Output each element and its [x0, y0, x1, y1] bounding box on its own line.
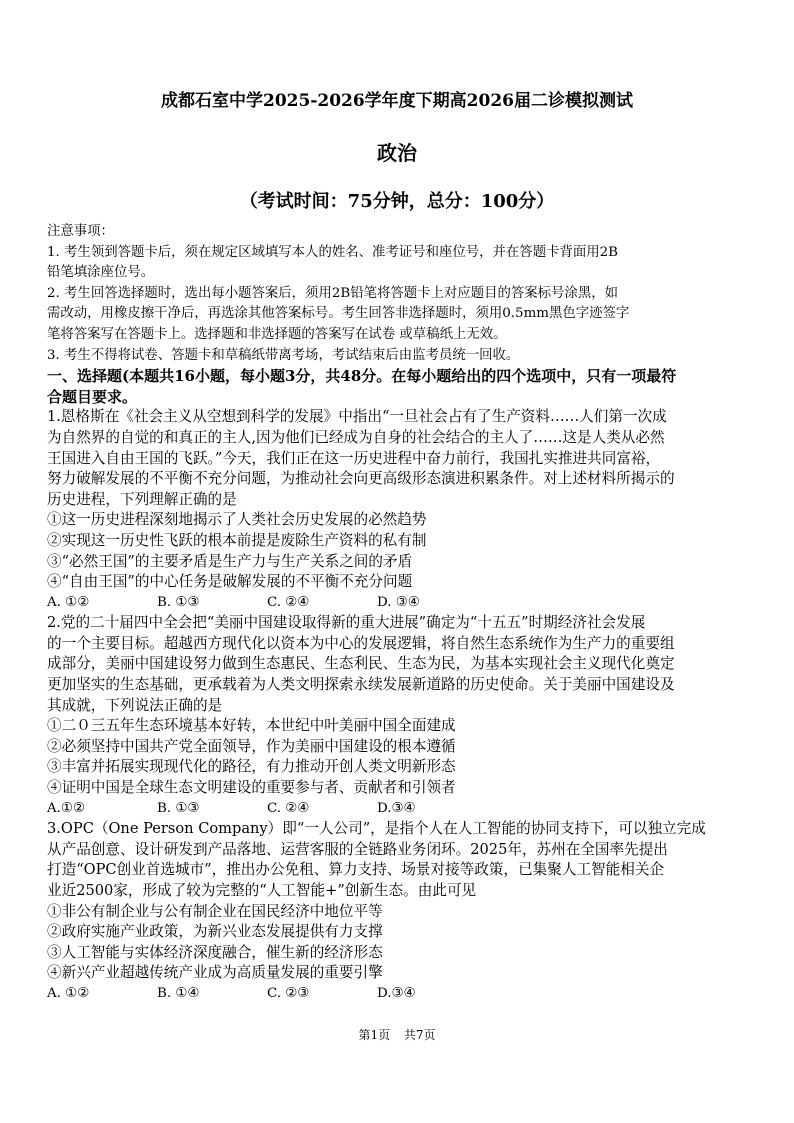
option-d: D. ③④ — [377, 594, 420, 610]
statement-item: ②实现这一历史性飞跃的根本前提是废除生产资料的私有制 — [47, 531, 427, 549]
question-stem-line: 2.党的二十届四中全会把“美丽中国建设取得新的重大进展”确定为“十五五”时期经济社会发展 — [47, 614, 646, 632]
question-stem-line: 历史进程，下列理解正确的是 — [47, 490, 237, 508]
question-1 — [47, 407, 747, 613]
option-a: A. ①② — [47, 594, 90, 610]
subject-title: 政治 — [377, 141, 417, 165]
notice-line: 铅笔填涂座位号。 — [47, 265, 155, 281]
exam-title: 成都石室中学2025-2026学年度下期高2026届二诊模拟测试 — [161, 91, 633, 111]
notice-heading: 注意事项： — [47, 224, 114, 239]
option-c: C. ②④ — [267, 800, 310, 816]
notice-line: 2. 考生回答选择题时，选出每小题答案后，须用2B铅笔将答题卡上对应题目的答案标号涂黑，如 — [47, 285, 619, 301]
page-total: 共7页 — [403, 1028, 436, 1042]
notice-line: 笔将答案写在答题卡上。选择题和非选择题的答案写在试卷 或草稿纸上无效。 — [47, 326, 507, 342]
exam-time-info: （考试时间：75分钟，总分：100分） — [239, 191, 555, 212]
statement-item: ②必须坚持中国共产党全面领导，作为美丽中国建设的根本遵循 — [47, 737, 456, 755]
question-stem-line: 打造“OPC创业首选城市”，推出办公免租、算力支持、场景对接等政策，已集聚人工智能相关企 — [47, 861, 665, 879]
answer-options — [47, 984, 747, 1005]
question-stem-line: 努力破解发展的不平衡不充分问题，为推动社会向更高级形态演进积累条件。对上述材料所揭示的 — [47, 470, 675, 488]
option-d: D.③④ — [377, 985, 416, 1001]
statement-item: ③人工智能与实体经济深度融合，催生新的经济形态 — [47, 943, 383, 961]
question-stem-line: 从产品创意、设计研发到产品落地、运营客服的全链路业务闭环。2025年，苏州在全国率先提出 — [47, 840, 668, 858]
statement-item: ①非公有制企业与公有制企业在国民经济中地位平等 — [47, 902, 383, 920]
option-c: C. ②③ — [267, 985, 310, 1001]
statement-item: ④证明中国是全球生态文明建设的重要参与者、贡献者和引领者 — [47, 779, 456, 797]
notice-list — [47, 243, 747, 367]
question-stem-line: 为自然界的自觉的和真正的主人,因为他们已经成为自身的社会结合的主人了……这是人类从必然 — [47, 428, 665, 446]
statement-item: ④新兴产业超越传统产业成为高质量发展的重要引擎 — [47, 964, 383, 982]
question-stem-line: 1.恩格斯在《社会主义从空想到科学的发展》中指出“一旦社会占有了生产资料……人们第一次成 — [47, 408, 667, 426]
question-stem-line: 的一个主要目标。超越西方现代化以资本为中心的发展逻辑，将自然生态系统作为生产力的重要组 — [47, 634, 675, 652]
statement-item: ①二０三五年生态环境基本好转，本世纪中叶美丽中国全面建成 — [47, 717, 456, 735]
question-stem-line: 王国进入自由王国的飞跃。”今天，我们正在这一历史进程中奋力前行，我国扎实推进共同富裕， — [47, 449, 661, 467]
statement-item: ①这一历史进程深刻地揭示了人类社会历史发展的必然趋势 — [47, 511, 427, 529]
option-b: B. ①③ — [157, 800, 200, 816]
notice-line: 需改动，用橡皮擦干净后，再选涂其他答案标号。考生回答非选择题时，须用0.5mm黑色字迹签字 — [47, 306, 630, 322]
section-heading: 一、选择题(本题共16小题，每小题3分，共48分。在每小题给出的四个选项中，只有一项最符 — [47, 367, 677, 386]
option-b: B. ①③ — [157, 594, 200, 610]
statement-item: ③“必然王国”的主要矛盾是生产力与生产关系之间的矛盾 — [47, 552, 413, 570]
notice-line: 3. 考生不得将试卷、答题卡和草稿纸带离考场，考试结束后由监考员统一回收。 — [47, 347, 520, 363]
page-footer — [0, 1026, 794, 1043]
option-b: B. ①④ — [157, 985, 200, 1001]
option-d: D.③④ — [377, 800, 416, 816]
option-a: A.①② — [47, 800, 85, 816]
answer-options — [47, 593, 747, 614]
exam-body — [47, 222, 747, 1005]
question-2 — [47, 613, 747, 819]
statement-item: ③丰富并拓展实现现代化的路径，有力推动开创人类文明新形态 — [47, 758, 456, 776]
question-stem-line: 业近2500家，形成了较为完整的“人工智能+”创新生态。由此可见 — [47, 882, 477, 899]
statement-item: ②政府实施产业政策，为新兴业态发展提供有力支撑 — [47, 923, 383, 941]
question-3 — [47, 819, 747, 1004]
question-stem-line: 其成就，下列说法正确的是 — [47, 696, 223, 714]
answer-options — [47, 799, 747, 820]
question-stem-line: 成部分，美丽中国建设努力做到生态惠民、生态利民、生态为民，为基本实现社会主义现代化奠定 — [47, 655, 675, 673]
statement-item: ④“自由王国”的中心任务是破解发展的不平衡不充分问题 — [47, 573, 413, 591]
section-heading-cont: 合题目要求。 — [47, 387, 138, 406]
question-stem-line: 3.OPC（One Person Company）即“一人公司”，是指个人在人工智能的协同支持下，可以独立完成 — [47, 820, 706, 838]
option-a: A. ①② — [47, 985, 90, 1001]
option-c: C. ②④ — [267, 594, 310, 610]
page-number: 第1页 — [358, 1028, 391, 1042]
notice-line: 1. 考生领到答题卡后，须在规定区域填写本人的姓名、准考证号和座位号，并在答题卡背面用2B — [47, 244, 619, 260]
question-stem-line: 更加坚实的生态基础，更承载着为人类文明探索永续发展新道路的历史使命。关于美丽中国建设及 — [47, 676, 675, 694]
